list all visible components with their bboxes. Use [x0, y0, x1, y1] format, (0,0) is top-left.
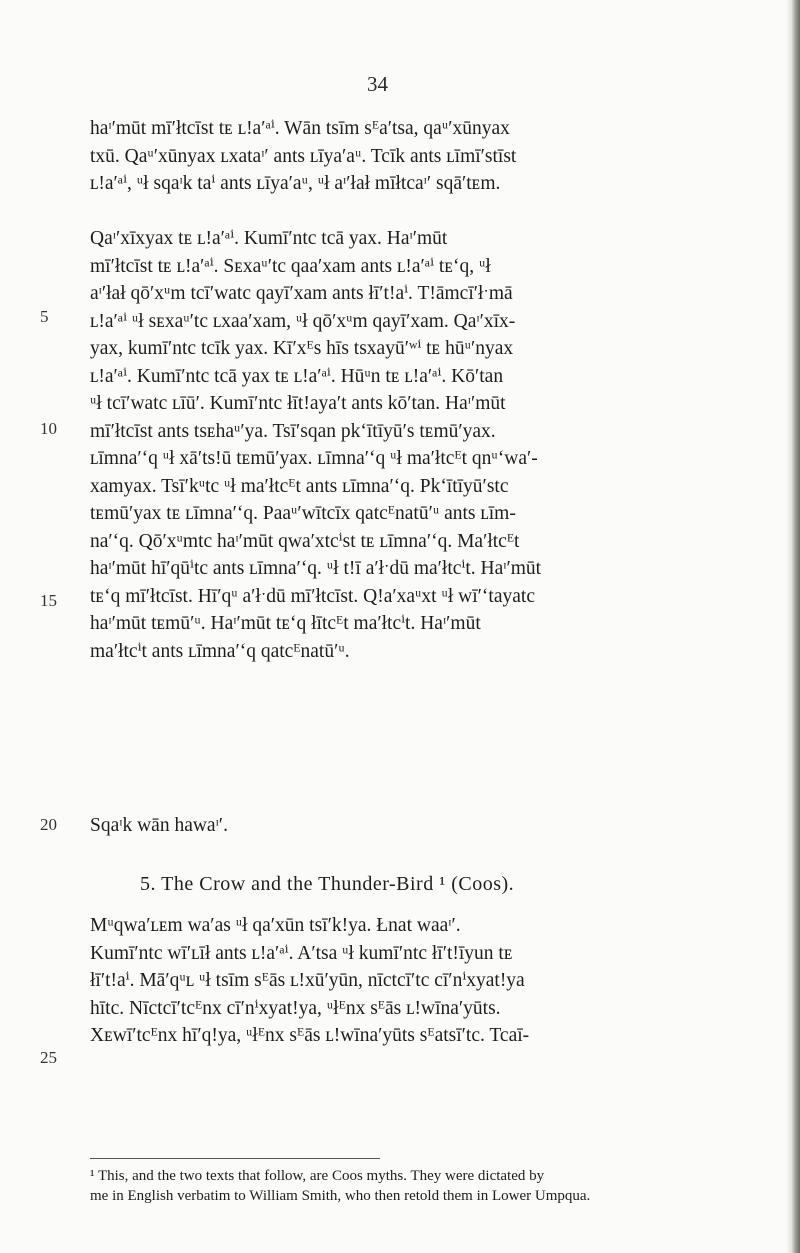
line-number: 10	[40, 419, 57, 438]
text-line: ʟ!a′ᵃⁱ. Kumī′ntc tcā yax tᴇ ʟ!a′ᵃⁱ. Hūᵘn tᴇ ʟ!a′ᵃⁱ. Kō′tan	[90, 365, 504, 387]
page-number: 34	[367, 72, 388, 96]
text-line: ʟīmna′‘q ᵘł xā′ts!ū tᴇmū′yax. ʟīmna′‘q ᵘł ma′łtcᴱt qnᵘ‘wa′-	[90, 448, 538, 469]
text-line: haᶦ′mūt tᴇmū′ᵘ. Haᶦ′mūt tᴇ‘q łītcᴱt ma′łtcⁱt. Haᶦ′mūt	[90, 613, 481, 634]
footnote-divider	[90, 1158, 380, 1159]
text-line: haᶦ′mūt hī′qūⁱtc ants ʟīmna′‘q. ᵘł t!ī a′łˑdū ma′łtcⁱt. Haᶦ′mūt	[90, 558, 542, 579]
text-line: txū. Qaᵘ′xūnyax ʟxataᶦ′ ants ʟīya′aᵘ. Tcīk ants ʟīmī′stīst	[90, 145, 517, 167]
text-line: ma′łtcⁱt ants ʟīmna′‘q qatcᴱnatū′ᵘ.	[90, 640, 350, 662]
text-line: ᵘł tcī′watc ʟīū′. Kumī′ntc łīt!aya′t ants kō′tan. Haᶦ′mūt	[90, 393, 506, 414]
paragraph-2	[90, 225, 740, 665]
text-line: aᶦ′łał qō′xᵘm tcī′watc qayī′xam ants łī′t!aⁱ. T!āmcī′łˑmā	[90, 283, 513, 304]
story-paragraph	[90, 912, 740, 1050]
text-line: Sqaᶦk wān hawaᶦ′.	[90, 815, 228, 836]
text-line: Qaᶦ′xīxyax tᴇ ʟ!a′ᵃⁱ. Kumī′ntc tcā yax. Haᶦ′mūt	[90, 228, 448, 249]
text-line: mī′łtcīst tᴇ ʟ!a′ᵃⁱ. Sᴇxaᵘ′tc qaa′xam ants ʟ!a′ᵃⁱ tᴇ‘q, ᵘł	[90, 255, 491, 277]
paragraph-3	[90, 812, 740, 840]
text-line: tᴇ‘q mī′łtcīst. Hī′qᵘ a′łˑdū mī′łtcīst. Q!a′xaᵘxt ᵘł wī′‘tayatc	[90, 585, 535, 607]
text-line: Kumī′ntc wī′ʟīł ants ʟ!a′ᵃⁱ. A′tsa ᵘł kumī′ntc łī′t!īyun tᴇ	[90, 942, 513, 964]
text-line: łī′t!aⁱ. Mā′qᵘʟ ᵘł tsīm sᴱās ʟ!xū′yūn, nīctcī′tc cī′nⁱxyat!ya	[90, 970, 525, 991]
footnote-line: me in English verbatim to William Smith, who then retold them in Lower Umpqua.	[90, 1188, 591, 1204]
page-edge-shadow	[786, 0, 800, 1253]
line-number: 20	[40, 815, 57, 834]
text-line: na′‘q. Qō′xᵘmtc haᶦ′mūt qwa′xtcⁱst tᴇ ʟīmna′‘q. Ma′łtcᴱt	[90, 530, 520, 552]
text-line: hītc. Nīctcī′tcᴱnx cī′nⁱxyat!ya, ᵘłᴱnx sᴱās ʟ!wīna′yūts.	[90, 997, 501, 1019]
text-line: xamyax. Tsī′kᵘtc ᵘł ma′łtcᴱt ants ʟīmna′‘q. Pk‘ītīyū′stc	[90, 475, 509, 497]
paragraph-1	[90, 115, 740, 198]
line-number: 25	[40, 1048, 57, 1067]
text-line: ʟ!a′ᵃⁱ, ᵘł sqaᶦk taⁱ ants ʟīya′aᵘ, ᵘł aᶦ′łał mīłtcaᶦ′ sqā′tᴇm.	[90, 173, 501, 194]
line-number: 15	[40, 591, 57, 610]
text-line: Xᴇwī′tcᴱnx hī′q!ya, ᵘłᴱnx sᴱās ʟ!wīna′yūts sᴱatsī′tc. Tcaī-	[90, 1025, 530, 1046]
section-heading: 5. The Crow and the Thunder-Bird ¹ (Coos).	[140, 873, 515, 895]
text-line: mī′łtcīst ants tsᴇhaᵘ′ya. Tsī′sqan pk‘ītīyū′s tᴇmū′yax.	[90, 420, 496, 442]
footnote	[90, 1166, 740, 1206]
text-line: ʟ!a′ᵃⁱ ᵘł sᴇxaᵘ′tc ʟxaa′xam, ᵘł qō′xᵘm qayī′xam. Qaᶦ′xīx-	[90, 310, 516, 332]
text-line: tᴇmū′yax tᴇ ʟīmna′‘q. Paaᵘ′wītcīx qatcᴱnatū′ᵘ ants ʟīm-	[90, 503, 516, 524]
text-line: Mᵘqwa′ʟᴇm wa′as ᵘł qa′xūn tsī′k!ya. Łnat waaᶦ′.	[90, 915, 461, 936]
line-number: 5	[40, 307, 49, 326]
footnote-line: ¹ This, and the two texts that follow, are Coos myths. They were dictated by	[90, 1168, 545, 1184]
text-line: yax, kumī′ntc tcīk yax. Kī′xᴱs hīs tsxayū′ʷⁱ tᴇ hūᵘ′nyax	[90, 338, 514, 359]
text-line: haᶦ′mūt mī′łtcīst tᴇ ʟ!a′ᵃⁱ. Wān tsīm sᴱa′tsa, qaᵘ′xūnyax	[90, 118, 510, 139]
